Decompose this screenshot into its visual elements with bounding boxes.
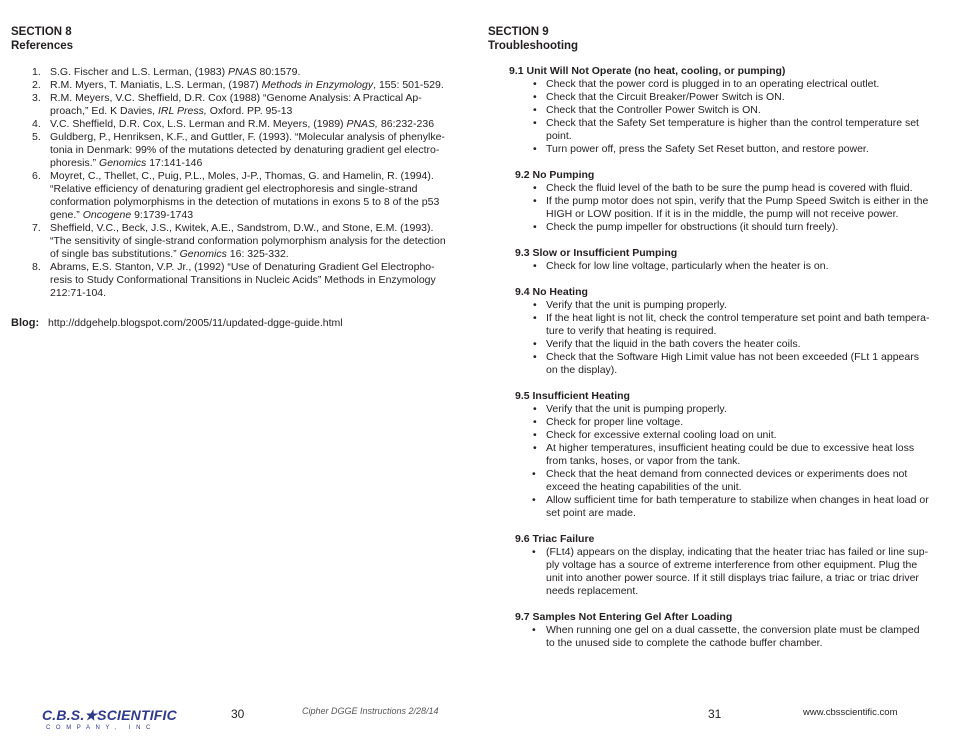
bullet-item: [505, 338, 945, 351]
document-caption: Cipher DGGE Instructions 2/28/14: [302, 706, 439, 716]
bullet-item: [505, 91, 945, 104]
reference-text: 212:71-104.: [50, 287, 107, 299]
reference-text: tonia in Denmark: 99% of the mutations detected by denaturing gradient gel electro-: [50, 144, 440, 156]
reference-item: [18, 131, 468, 170]
reference-text: 16: 325-332.: [226, 248, 289, 260]
reference-number: 1.: [32, 66, 41, 78]
bullet-icon: •: [533, 182, 537, 194]
reference-item: [18, 222, 468, 261]
bullet-icon: •: [533, 91, 537, 103]
bullet-line: Check that the Circuit Breaker/Power Switch is ON.: [546, 91, 785, 103]
subsection-spacer: [505, 156, 945, 169]
bullet-line: At higher temperatures, insufficient heating could be due to excessive heat loss: [546, 442, 915, 454]
reference-text: 86:232-236: [377, 118, 435, 130]
bullet-item: [505, 78, 945, 91]
reference-text: R.M. Meyers, V.C. Sheffield, D.R. Cox (1988) “Genome Analysis: A Practical Ap-: [50, 92, 422, 104]
bullet-item: [505, 312, 945, 338]
bullet-item: [505, 429, 945, 442]
bullet-line: from tanks, hoses, or vapor from the tank.: [546, 455, 741, 467]
bullet-item: [505, 403, 945, 416]
bullet-line: set point are made.: [546, 507, 636, 519]
reference-item: [18, 118, 468, 131]
bullet-line: needs replacement.: [546, 585, 639, 597]
reference-line: [50, 118, 468, 131]
bullet-item: [505, 442, 945, 468]
bullet-item: [505, 416, 945, 429]
bullet-line: to the unused side to complete the cathode buffer chamber.: [546, 637, 823, 649]
reference-item: [18, 261, 468, 300]
subsection-title: 9.2 No Pumping: [515, 169, 595, 181]
logo-text: C.B.S.★SCIENTIFIC: [42, 707, 177, 723]
bullet-icon: •: [533, 442, 537, 454]
bullet-line: ply voltage has a source of extreme interference from other equipment. Plug the: [546, 559, 918, 571]
reference-text: 9:1739-1743: [131, 209, 194, 221]
bullet-icon: •: [532, 468, 536, 480]
bullet-item: [505, 260, 945, 273]
reference-text: “Relative efficiency of denaturing gradient gel electrophoresis and single-strand: [50, 183, 418, 195]
section-9-label: SECTION 9: [488, 26, 549, 38]
bullet-line: Check that the Software High Limit value has not been exceeded (FLt 1 appears: [546, 351, 919, 363]
bullet-line: Verify that the unit is pumping properly.: [546, 403, 727, 415]
subsection-spacer: [505, 520, 945, 533]
reference-line: [50, 183, 468, 196]
bullet-line: Check that the heat demand from connected devices or experiments does not: [546, 468, 908, 480]
bullet-icon: •: [533, 312, 537, 324]
bullet-item: [505, 221, 945, 234]
reference-line: [50, 105, 468, 118]
bullet-line: Check that the Safety Set temperature is higher than the control temperature set: [546, 117, 919, 129]
reference-item: [18, 66, 468, 79]
bullet-line: Check that the Controller Power Switch is ON.: [546, 104, 761, 116]
reference-italic-text: Genomics: [179, 248, 227, 260]
bullet-item: [505, 351, 945, 377]
subsection-title: 9.6 Triac Failure: [515, 533, 595, 545]
subsection-spacer: [505, 598, 945, 611]
subsection-spacer: [505, 273, 945, 286]
reference-italic-text: Oncogene: [82, 209, 132, 221]
subsection-spacer: [505, 234, 945, 247]
bullet-item: [505, 468, 945, 494]
bullet-icon: •: [533, 338, 537, 350]
reference-text: Sheffield, V.C., Beck, J.S., Kwitek, A.E., Sandstrom, D.W., and Stone, E.M. (1993).: [50, 222, 434, 234]
bullet-line: HIGH or LOW position. If it is in the middle, the pump will not receive power.: [546, 208, 899, 220]
bullet-item: [505, 182, 945, 195]
reference-text: 17:141-146: [146, 157, 203, 169]
bullet-line: Allow sufficient time for bath temperature to stabilize when changes in heat load or: [546, 494, 929, 506]
bullet-icon: •: [533, 195, 537, 207]
bullet-line: Verify that the liquid in the bath covers the heater coils.: [546, 338, 801, 350]
bullet-line: Check that the power cord is plugged in to an operating electrical outlet.: [546, 78, 880, 90]
bullet-line: If the pump motor does not spin, verify that the Pump Speed Switch is either in the: [546, 195, 929, 207]
bullet-line: Check for proper line voltage.: [546, 416, 684, 428]
bullet-line: Check the pump impeller for obstructions (it should turn freely).: [546, 221, 839, 233]
section-9-title: Troubleshooting: [488, 40, 579, 52]
reference-line: [50, 144, 468, 157]
bullet-icon: •: [533, 78, 537, 90]
reference-line: [50, 196, 468, 209]
reference-line: [50, 92, 468, 105]
section-8-heading: [11, 25, 73, 53]
subsection-spacer: [505, 377, 945, 390]
troubleshooting-list: [505, 65, 945, 650]
bullet-icon: •: [533, 104, 537, 116]
bullet-item: [505, 117, 945, 143]
reference-italic-text: Methods in Enzymology: [261, 79, 374, 91]
bullet-item: [505, 143, 945, 156]
bullet-line: Verify that the unit is pumping properly.: [546, 299, 727, 311]
reference-number: 4.: [32, 118, 41, 130]
section-8-title: References: [11, 40, 74, 52]
bullet-icon: •: [533, 351, 537, 363]
reference-line: [50, 170, 468, 183]
reference-line: [50, 261, 468, 274]
reference-text: resis to Study Conformational Transitions in Nucleic Acids” Methods in Enzymology: [50, 274, 436, 286]
reference-text: V.C. Sheffield, D.R. Cox, L.S. Lerman and R.M. Meyers, (1989): [50, 118, 347, 130]
reference-line: [50, 209, 468, 222]
bullet-item: [505, 494, 945, 520]
bullet-line: When running one gel on a dual cassette, the conversion plate must be clamped: [546, 624, 920, 636]
reference-text: 80:1579.: [256, 66, 301, 78]
reference-text: , 155: 501-529.: [373, 79, 444, 91]
logo-subtext: COMPANY, INC: [46, 725, 156, 731]
bullet-icon: •: [533, 260, 537, 272]
reference-italic-text: Genomics: [99, 157, 147, 169]
bullet-line: (FLt4) appears on the display, indicating that the heater triac has failed or line sup-: [546, 546, 929, 558]
reference-number: 8.: [32, 261, 41, 273]
bullet-icon: •: [533, 221, 537, 233]
bullet-icon: •: [533, 403, 537, 415]
blog-line: [11, 317, 343, 329]
bullet-item: [505, 299, 945, 312]
bullet-line: on the display).: [546, 364, 618, 376]
bullet-item: [505, 195, 945, 221]
bullet-line: ture to verify that heating is required.: [546, 325, 717, 337]
bullet-item: [505, 624, 945, 650]
subsection-title: 9.5 Insufficient Heating: [515, 390, 630, 402]
reference-line: [50, 157, 468, 170]
bullet-item: [505, 104, 945, 117]
reference-text: of single bas substitutions.”: [50, 248, 180, 260]
reference-text: conformation polymorphisms in the detection of mutations in exons 5 to 8 of the p53: [50, 196, 440, 208]
reference-line: [50, 274, 468, 287]
bullet-icon: •: [532, 494, 536, 506]
reference-number: 3.: [32, 92, 41, 104]
reference-text: “The sensitivity of single-strand conformation polymorphism analysis for the detection: [50, 235, 446, 247]
bullet-icon: •: [533, 117, 537, 129]
reference-line: [50, 66, 468, 79]
reference-text: Guldberg, P., Henriksen, K.F., and Guttler, F. (1993). “Molecular analysis of phenylke-: [50, 131, 445, 143]
bullet-icon: •: [533, 299, 537, 311]
bullet-line: unit into another power source. If it still displays triac failure, a triac or triac driver: [546, 572, 919, 584]
reference-number: 5.: [32, 131, 41, 143]
reference-line: [50, 235, 468, 248]
reference-line: [50, 131, 468, 144]
blog-label: Blog:: [11, 317, 40, 329]
bullet-icon: •: [533, 416, 537, 428]
reference-text: Abrams, E.S. Stanton, V.P. Jr., (1992) “Use of Denaturing Gradient Gel Electropho-: [50, 261, 435, 273]
subsection-title: 9.7 Samples Not Entering Gel After Loading: [515, 611, 733, 623]
section-8-label: SECTION 8: [11, 26, 72, 38]
reference-text: phoresis.”: [50, 157, 100, 169]
subsection-title: 9.1 Unit Will Not Operate (no heat, cooling, or pumping): [509, 65, 786, 77]
website-link[interactable]: www.cbsscientific.com: [803, 707, 898, 718]
reference-text: R.M. Myers, T. Maniatis, L.S. Lerman, (1987): [50, 79, 262, 91]
reference-line: [50, 79, 468, 92]
bullet-icon: •: [532, 624, 536, 636]
subsection-title: 9.3 Slow or Insufficient Pumping: [515, 247, 678, 259]
bullet-line: exceed the heating capabilities of the unit.: [546, 481, 742, 493]
reference-text: proach,” Ed. K Davies,: [50, 105, 158, 117]
bullet-line: Check for low line voltage, particularly when the heater is on.: [546, 260, 829, 272]
bullet-icon: •: [533, 429, 537, 441]
reference-text: Oxford. PP. 95-13: [206, 105, 293, 117]
reference-number: 7.: [32, 222, 41, 234]
reference-italic-text: PNAS: [228, 66, 257, 78]
reference-text: gene.”: [50, 209, 83, 221]
reference-text: S.G. Fischer and L.S. Lerman, (1983): [50, 66, 228, 78]
section-9-heading: [488, 25, 578, 53]
reference-italic-text: IRL Press,: [157, 105, 207, 117]
references-list: [18, 66, 468, 300]
bullet-line: If the heat light is not lit, check the control temperature set point and bath tempera-: [546, 312, 930, 324]
bullet-icon: •: [533, 143, 537, 155]
blog-url-link[interactable]: http://ddgehelp.blogspot.com/2005/11/updated-dgge-guide.html: [48, 317, 343, 329]
bullet-line: Turn power off, press the Safety Set Reset button, and restore power.: [546, 143, 869, 155]
reference-text: Moyret, C., Thellet, C., Puig, P.L., Moles, J-P., Thomas, G. and Hamelin, R. (1994).: [50, 170, 434, 182]
reference-line: [50, 287, 468, 300]
page-number-left: 30: [231, 707, 245, 721]
company-logo: [42, 707, 177, 731]
reference-number: 2.: [32, 79, 41, 91]
bullet-item: [505, 546, 945, 598]
reference-line: [50, 248, 468, 261]
reference-item: [18, 79, 468, 92]
reference-italic-text: PNAS,: [346, 118, 378, 130]
bullet-icon: •: [532, 546, 536, 558]
bullet-line: Check for excessive external cooling load on unit.: [546, 429, 777, 441]
page-number-right: 31: [708, 707, 722, 721]
reference-item: [18, 170, 468, 222]
subsection-title: 9.4 No Heating: [515, 286, 588, 298]
reference-line: [50, 222, 468, 235]
reference-number: 6.: [32, 170, 41, 182]
reference-item: [18, 92, 468, 118]
bullet-line: Check the fluid level of the bath to be sure the pump head is covered with fluid.: [546, 182, 913, 194]
bullet-line: point.: [546, 130, 572, 142]
